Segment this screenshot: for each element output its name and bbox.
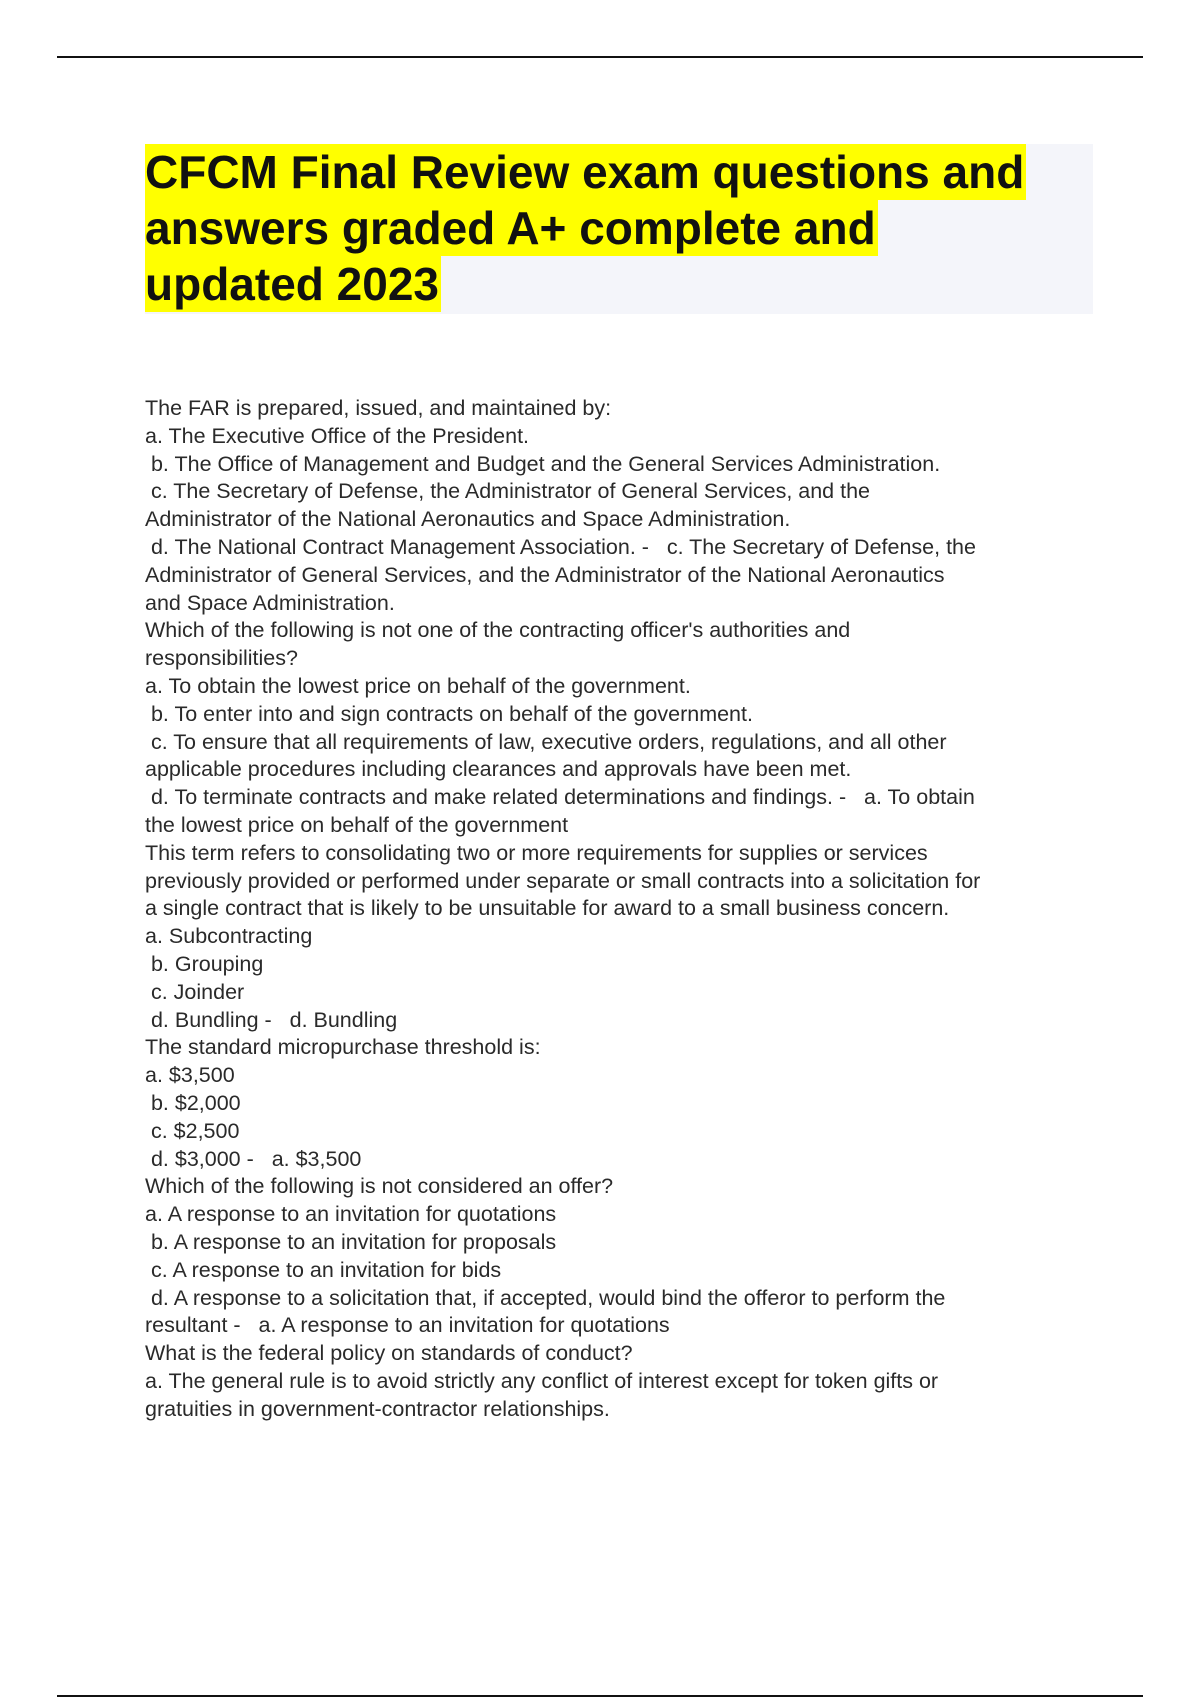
text-line: b. The Office of Management and Budget and the General Services Administration. [145,451,941,476]
text-line: b. A response to an invitation for proposals [145,1229,557,1254]
text-line: b. $2,000 [145,1090,241,1115]
text-line: What is the federal policy on standards of conduct? [145,1341,633,1366]
text-line: gratuities in government-contractor relationships. [145,1396,610,1421]
text-line: Administrator of the National Aeronautics and Space Administration. [145,507,791,532]
text-line: resultant - a. A response to an invitation for quotations [145,1313,670,1338]
text-line: This term refers to consolidating two or more requirements for supplies or services [145,840,928,865]
bottom-rule [57,1695,1143,1697]
text-line: c. Joinder [145,979,245,1004]
text-line: d. The National Contract Management Association. - c. The Secretary of Defense, the [145,534,976,559]
text-line: previously provided or performed under separate or small contracts into a solicitation for [145,868,981,893]
text-line: Administrator of General Services, and the Administrator of the National Aeronautics [145,562,945,587]
top-rule [57,56,1143,58]
text-line: b. Grouping [145,951,264,976]
text-line: c. $2,500 [145,1118,240,1143]
text-line: applicable procedures including clearances and approvals have been met. [145,757,852,782]
text-line: a. Subcontracting [145,924,313,949]
text-line: the lowest price on behalf of the government [145,812,569,837]
title-line: answers graded A+ complete and [145,202,876,254]
text-line: a single contract that is likely to be unsuitable for award to a small business concern. [145,896,950,921]
text-line: The FAR is prepared, issued, and maintained by: [145,396,612,420]
document-title [145,144,1093,312]
text-line: responsibilities? [145,646,298,671]
text-line: a. The general rule is to avoid strictly any conflict of interest except for token gifts or [145,1368,939,1393]
title-line: CFCM Final Review exam questions and [145,146,1025,198]
text-line: a. The Executive Office of the President. [145,423,530,448]
text-line: d. A response to a solicitation that, if accepted, would bind the offeror to perform the [145,1285,946,1310]
text-line: Which of the following is not considered an offer? [145,1174,614,1199]
text-line: b. To enter into and sign contracts on behalf of the government. [145,701,753,726]
text-line: c. A response to an invitation for bids [145,1257,502,1282]
text-line: a. $3,500 [145,1063,235,1088]
text-line: a. A response to an invitation for quotations [145,1202,557,1227]
text-line: d. Bundling - d. Bundling [145,1007,398,1032]
text-line: c. To ensure that all requirements of law, executive orders, regulations, and all other [145,729,947,754]
text-line: c. The Secretary of Defense, the Administrator of General Services, and the [145,479,870,504]
text-line: d. $3,000 - a. $3,500 [145,1146,362,1171]
text-line: Which of the following is not one of the contracting officer's authorities and [145,618,851,643]
title-line: updated 2023 [145,258,439,310]
text-line: and Space Administration. [145,590,395,615]
document-body [145,395,1090,1423]
text-line: d. To terminate contracts and make related determinations and findings. - a. To obtain [145,785,975,810]
text-line: The standard micropurchase threshold is: [145,1035,541,1060]
text-line: a. To obtain the lowest price on behalf of the government. [145,673,691,698]
title-block [145,144,1093,314]
